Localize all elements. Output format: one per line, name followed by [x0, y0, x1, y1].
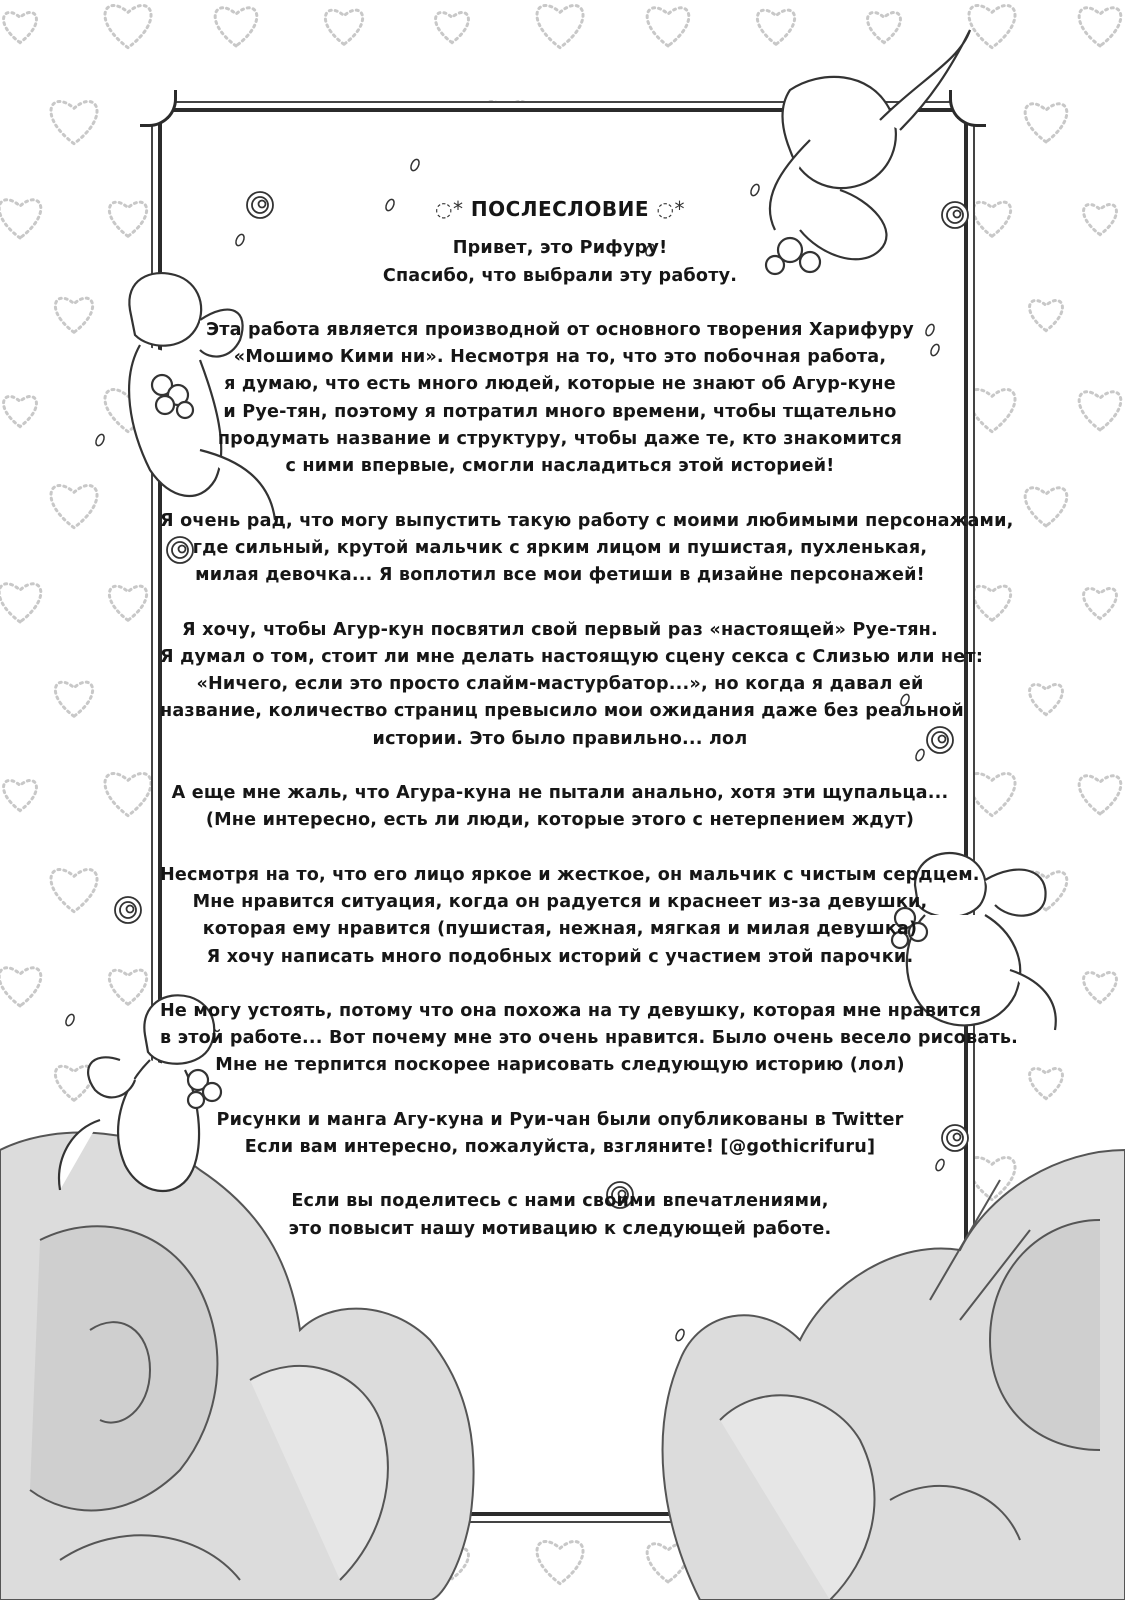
petal-icon [674, 1328, 685, 1342]
text-line: Несмотря на то, что его лицо яркое и жесткое, он мальчик с чистым сердцем. [160, 864, 980, 885]
text-line: Я хочу написать много подобных историй с участием этой парочки. [206, 946, 914, 967]
text-line: Спасибо, что выбрали эту работу. [382, 265, 738, 286]
text-line: «Ничего, если это просто слайм-мастурбатор...», но когда я давал ей [196, 674, 924, 695]
title-right-ornament: ◌* [656, 197, 685, 221]
paragraph [160, 862, 980, 971]
title-text: ПОСЛЕСЛОВИЕ [470, 197, 650, 221]
afterword-text [160, 196, 1019, 1270]
text-line: милая девочка... Я воплотил все мои фетиши в дизайне персонажей! [195, 565, 925, 586]
text-line: А еще мне жаль, что Агура-куна не пытали анально, хотя эти щупальца... [171, 783, 949, 804]
text-line: Мне не терпится поскорее нарисовать следующую историю (лол) [215, 1055, 905, 1076]
text-line: Я очень рад, что могу выпустить такую работу с моими любимыми персонажами, [160, 510, 1014, 531]
text-line: я думаю, что есть много людей, которые не знают об Агур-куне [224, 374, 896, 395]
paragraph [160, 317, 960, 481]
text-line: Эта работа является производной от основного творения Харифуру [206, 319, 914, 340]
text-line: Мне нравится ситуация, когда он радуется и краснеет из-за девушки, [192, 891, 928, 912]
petal-icon [409, 158, 420, 172]
paragraph [160, 235, 960, 290]
text-line: Если вы поделитесь с нами своими впечатлениями, [291, 1191, 829, 1212]
rose-icon [115, 897, 141, 923]
paragraph [160, 780, 960, 835]
text-line: с ними впервые, смогли насладиться этой историей! [285, 456, 835, 477]
text-line: Я думал о том, стоит ли мне делать настоящую сцену секса с Слизью или нет: [160, 646, 984, 667]
text-line: это повысит нашу мотивацию к следующей работе. [288, 1218, 832, 1239]
rose-petal-ring [127, 906, 134, 913]
text-line: где сильный, крутой мальчик с ярким лицом и пушистая, пухленькая, [192, 537, 928, 558]
text-line: которая ему нравится (пушистая, нежная, мягкая и милая девушка) [202, 919, 918, 940]
petal-icon [94, 433, 105, 447]
paragraph-list [160, 235, 1019, 1243]
text-line: Я хочу, чтобы Агур-кун посвятил свой первый раз «настоящей» Руе-тян. [182, 619, 938, 640]
text-line: название, количество страниц превысило мои ожидания даже без реальной [160, 701, 964, 722]
paragraph [160, 508, 1014, 590]
petal-icon [64, 1013, 75, 1027]
afterword-title [160, 196, 960, 223]
text-line: Не могу устоять, потому что она похожа на ту девушку, которая мне нравится [160, 1000, 982, 1021]
text-line: в этой работе... Вот почему мне это очень нравится. Было очень весело рисовать. [160, 1028, 1019, 1049]
text-line: Если вам интересно, пожалуйста, взгляните! [@gothicrifuru] [244, 1137, 876, 1158]
text-line: истории. Это было правильно... лол [372, 728, 748, 749]
text-line: «Мошимо Кими ни». Несмотря на то, что это побочная работа, [233, 347, 887, 368]
petal-icon [749, 183, 760, 197]
text-line: и Руе-тян, поэтому я потратил много времени, чтобы тщательно [223, 401, 897, 422]
text-line: Рисунки и манга Агу-куна и Руи-чан были опубликованы в Twitter [216, 1109, 904, 1130]
paragraph [160, 1107, 960, 1162]
paragraph [160, 998, 1019, 1080]
title-left-ornament: ◌* [435, 197, 464, 221]
paragraph [160, 1188, 960, 1243]
paragraph [160, 617, 984, 753]
text-line: (Мне интересно, есть ли люди, которые этого с нетерпением ждут) [205, 810, 915, 831]
text-line: продумать название и структуру, чтобы даже те, кто знакомится [217, 429, 903, 450]
text-line: Привет, это Рифуру! [452, 238, 668, 259]
